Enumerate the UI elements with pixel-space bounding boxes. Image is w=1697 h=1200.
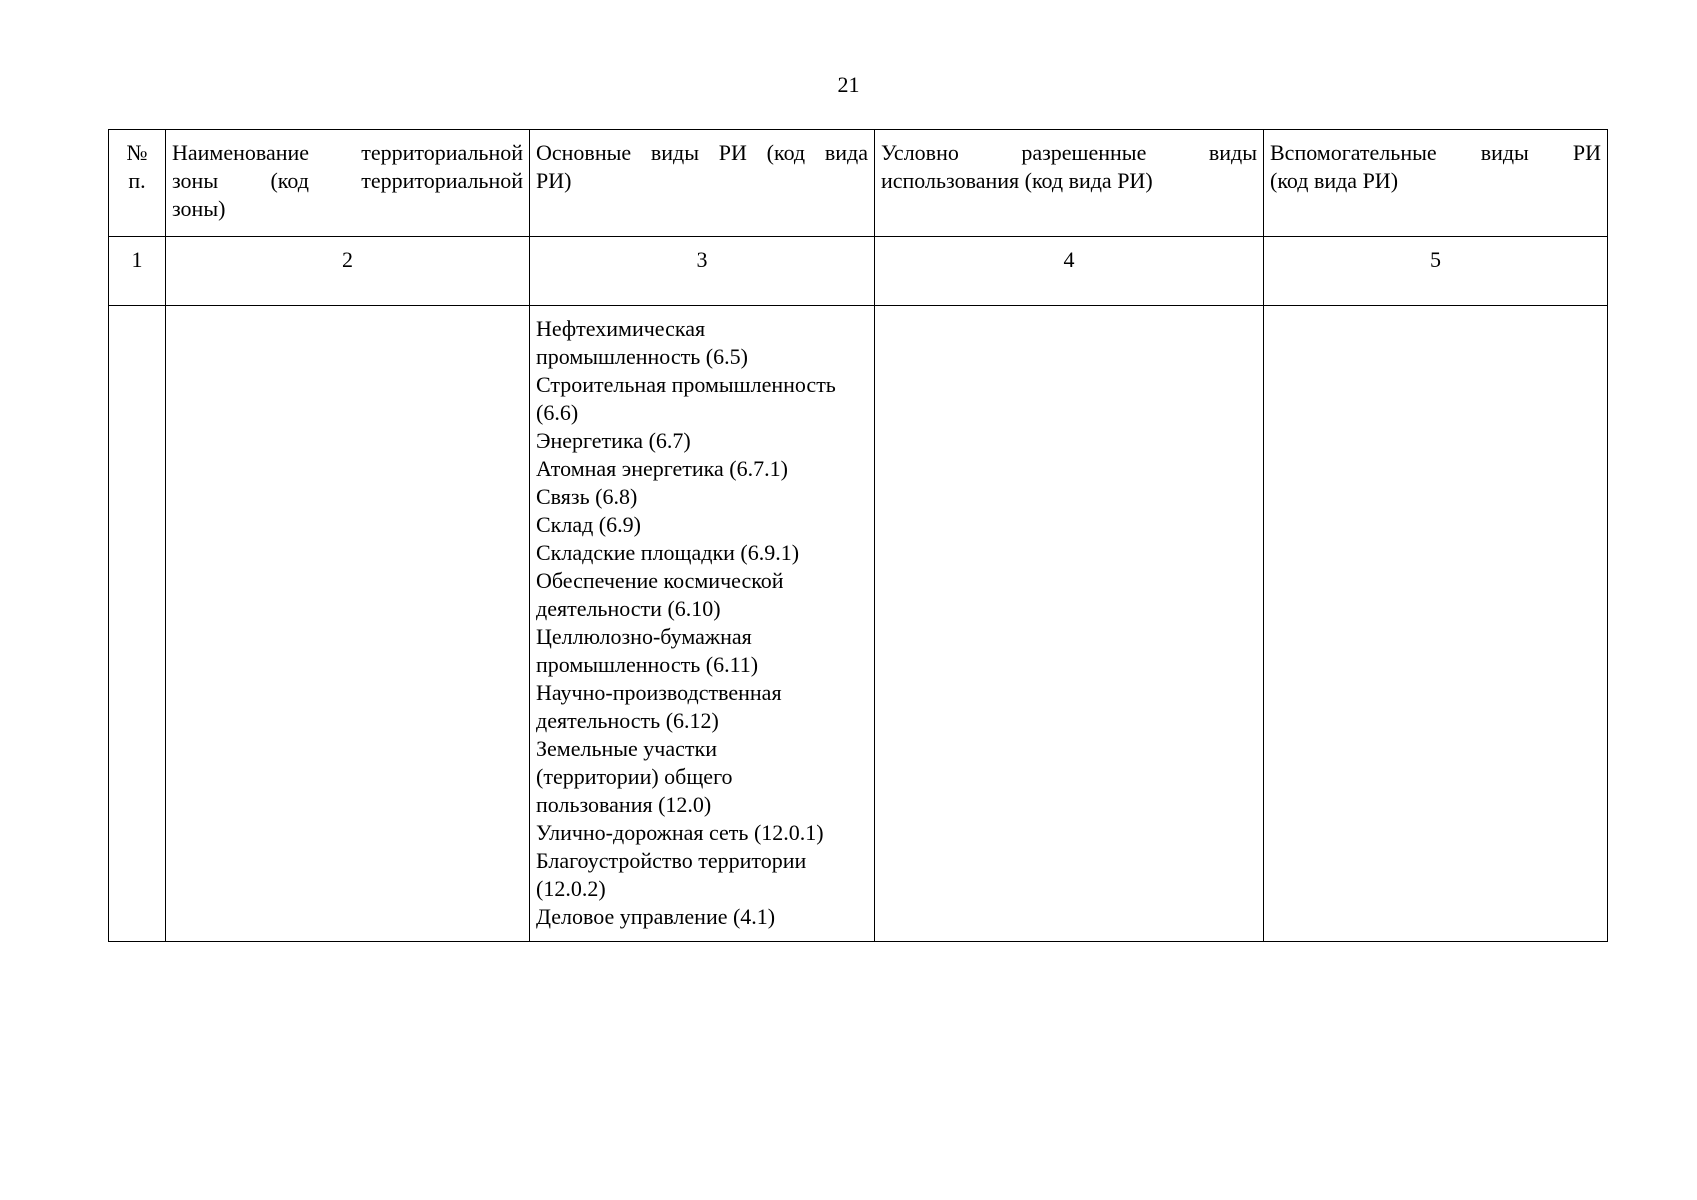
header-line: (код вида РИ) xyxy=(1270,168,1399,193)
column-number-row xyxy=(109,237,1608,306)
auxiliary-uses-cell xyxy=(1264,306,1608,942)
header-cell-zone-name xyxy=(166,130,530,237)
list-item: пользования (12.0) xyxy=(536,792,712,817)
header-cell-main-uses xyxy=(530,130,875,237)
header-cell-conditional-uses xyxy=(875,130,1264,237)
header-line: Условно разрешенные виды xyxy=(881,140,1257,165)
header-row xyxy=(109,130,1608,237)
list-item: (территории) общего xyxy=(536,764,733,789)
list-item: Обеспечение космической xyxy=(536,568,784,593)
page-number: 21 xyxy=(837,72,860,97)
list-item: Энергетика (6.7) xyxy=(536,428,691,453)
list-item: Атомная энергетика (6.7.1) xyxy=(536,456,788,481)
list-item: (6.6) xyxy=(536,400,579,425)
header-cell-number xyxy=(109,130,166,237)
list-item: Склад (6.9) xyxy=(536,512,641,537)
list-item: промышленность (6.11) xyxy=(536,652,759,677)
list-item: Земельные участки xyxy=(536,736,717,761)
header-line: № xyxy=(126,140,148,165)
list-item: Улично-дорожная сеть (12.0.1) xyxy=(536,820,824,845)
list-item: Нефтехимическая xyxy=(536,316,706,341)
row-number-cell xyxy=(109,306,166,942)
list-item: промышленность (6.5) xyxy=(536,344,748,369)
list-item: Складские площадки (6.9.1) xyxy=(536,540,800,565)
main-uses-cell xyxy=(530,306,875,942)
header-line: использования (код вида РИ) xyxy=(881,168,1153,193)
header-line: РИ) xyxy=(536,168,572,193)
list-item: Научно-производственная xyxy=(536,680,782,705)
header-line: Основные виды РИ (код вида xyxy=(536,140,868,165)
column-number-cell: 3 xyxy=(530,237,875,306)
conditional-uses-cell xyxy=(875,306,1264,942)
header-line: зоны (код территориальной xyxy=(172,168,523,193)
column-number-cell: 1 xyxy=(109,237,166,306)
header-line: Наименование территориальной xyxy=(172,140,523,165)
list-item: деятельности (6.10) xyxy=(536,596,721,621)
list-item: Деловое управление (4.1) xyxy=(536,904,776,929)
header-cell-auxiliary-uses xyxy=(1264,130,1608,237)
column-number-cell: 4 xyxy=(875,237,1264,306)
table-row xyxy=(109,306,1608,942)
list-item: (12.0.2) xyxy=(536,876,606,901)
zoning-table xyxy=(108,129,1608,942)
list-item: Благоустройство территории xyxy=(536,848,807,873)
header-line: Вспомогательные виды РИ xyxy=(1270,140,1601,165)
column-number-cell: 2 xyxy=(166,237,530,306)
list-item: Связь (6.8) xyxy=(536,484,638,509)
column-number-cell: 5 xyxy=(1264,237,1608,306)
list-item: деятельность (6.12) xyxy=(536,708,719,733)
header-line: зоны) xyxy=(172,196,226,221)
list-item: Целлюлозно-бумажная xyxy=(536,624,752,649)
list-item: Строительная промышленность xyxy=(536,372,836,397)
zone-name-cell xyxy=(166,306,530,942)
header-line: п. xyxy=(128,168,146,193)
